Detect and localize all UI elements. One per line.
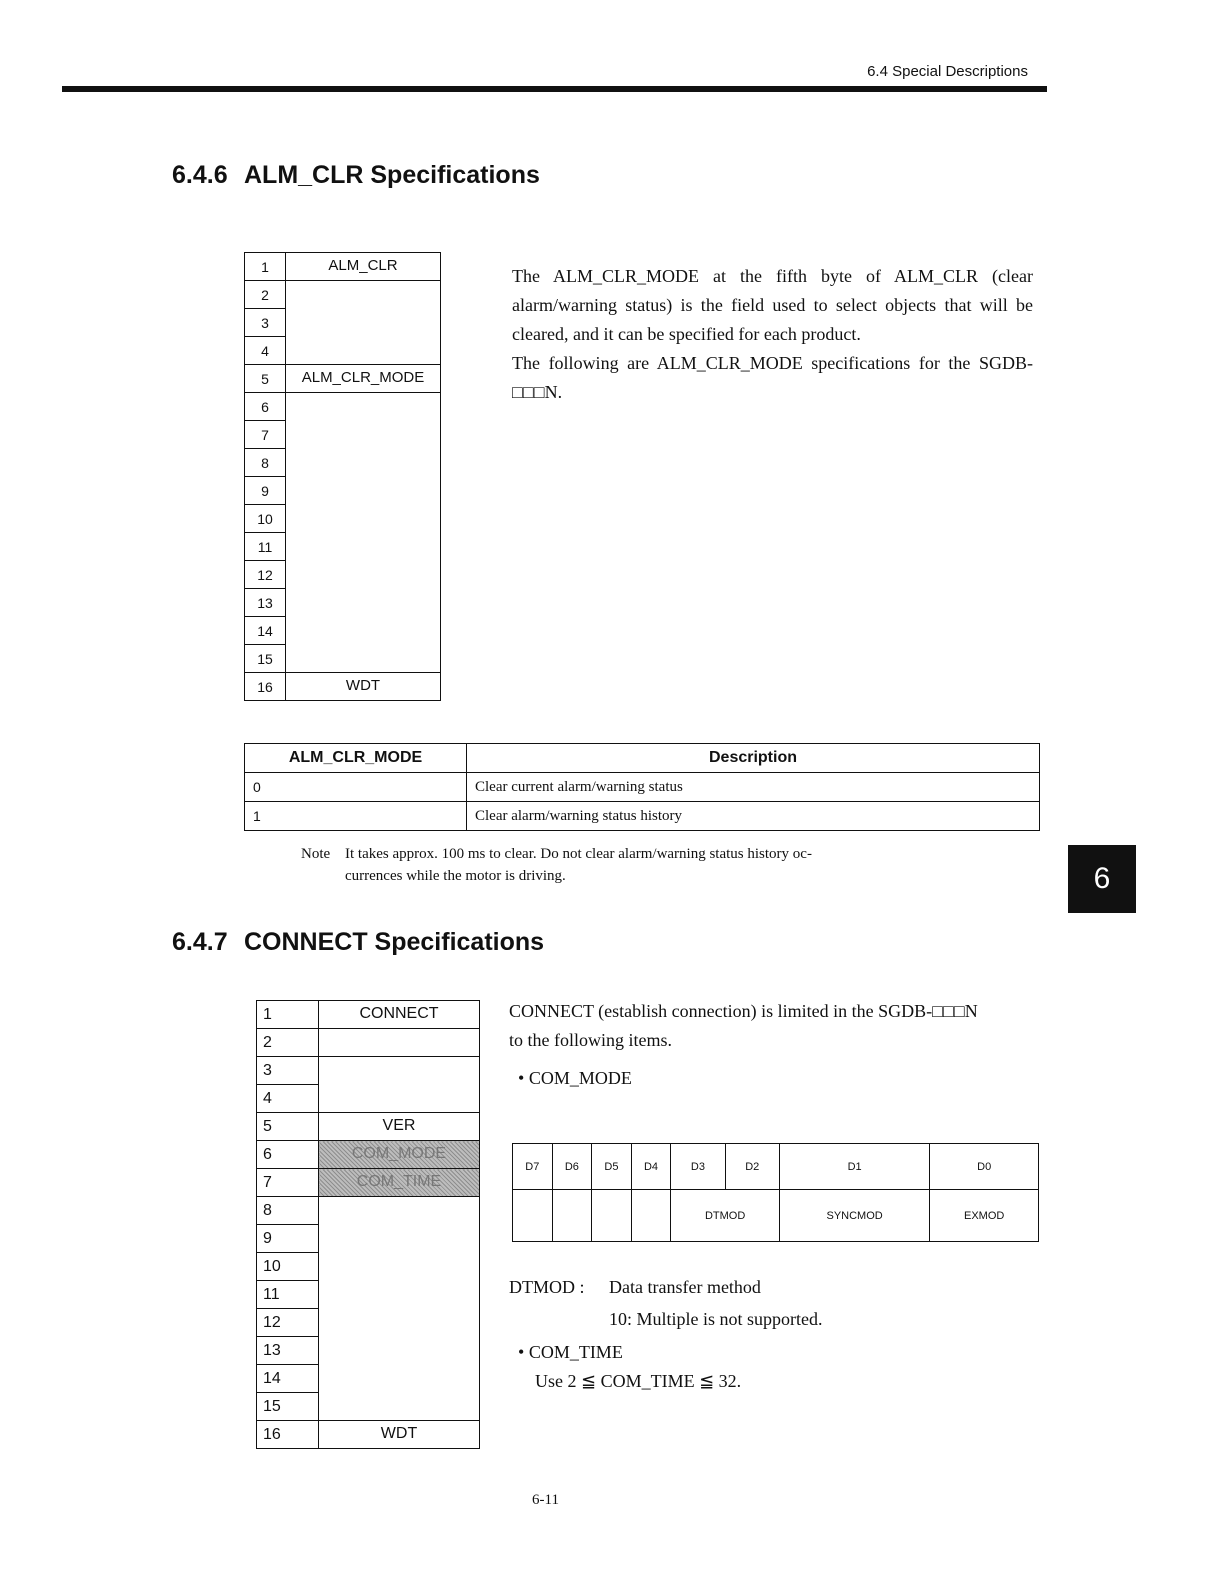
byte-number: 5 — [245, 365, 286, 393]
byte-number: 10 — [245, 505, 286, 533]
dtmod-value: 10: Multiple is not supported. — [609, 1309, 823, 1329]
byte-number: 11 — [245, 533, 286, 561]
field-reserved — [319, 1197, 480, 1421]
byte-number: 3 — [245, 309, 286, 337]
byte-number: 1 — [257, 1001, 319, 1029]
header-rule — [62, 86, 1047, 92]
alm-clr-note — [301, 843, 812, 887]
section-title: ALM_CLR Specifications — [244, 161, 540, 189]
bit-label: D2 — [725, 1144, 779, 1190]
section-heading-alm-clr — [172, 161, 540, 190]
table-row — [245, 802, 1040, 831]
bit-field-exmod: EXMOD — [930, 1190, 1039, 1242]
connect-intro-line: to the following items. — [509, 1030, 672, 1050]
section-title: CONNECT Specifications — [244, 928, 545, 956]
bullet-com-time — [518, 1338, 741, 1396]
page-number: 6-11 — [532, 1492, 559, 1508]
alm-clr-frame — [244, 252, 441, 701]
section-number: 6.4.6 — [172, 161, 228, 189]
byte-number: 15 — [257, 1393, 319, 1421]
note-label: Note — [301, 846, 331, 862]
bit-label: D0 — [930, 1144, 1039, 1190]
field-alm-clr: ALM_CLR — [286, 253, 441, 281]
byte-number: 2 — [257, 1029, 319, 1057]
field-reserved — [319, 1057, 480, 1113]
field-wdt: WDT — [286, 673, 441, 701]
byte-number: 8 — [257, 1197, 319, 1225]
connect-intro — [509, 997, 1039, 1055]
alm-clr-description — [512, 262, 1033, 407]
mode-value: 1 — [245, 802, 467, 831]
byte-number: 12 — [245, 561, 286, 589]
field-reserved — [286, 281, 441, 365]
bit-label: D5 — [592, 1144, 632, 1190]
byte-number: 13 — [245, 589, 286, 617]
bit-label: D4 — [631, 1144, 671, 1190]
byte-number: 16 — [257, 1421, 319, 1449]
byte-number: 12 — [257, 1309, 319, 1337]
bullet-dot: • — [518, 1342, 525, 1362]
byte-number: 8 — [245, 449, 286, 477]
dtmod-desc: Data transfer method — [609, 1277, 761, 1297]
table-header-mode: ALM_CLR_MODE — [245, 744, 467, 773]
byte-number: 7 — [245, 421, 286, 449]
byte-number: 14 — [257, 1365, 319, 1393]
alm-clr-mode-table — [244, 743, 1040, 831]
byte-number: 13 — [257, 1337, 319, 1365]
note-text — [345, 843, 812, 887]
note-line: It takes approx. 100 ms to clear. Do not clear alarm/warning status history oc- — [345, 846, 812, 862]
com-time-range: Use 2 ≦ COM_TIME ≦ 32. — [535, 1371, 742, 1391]
bit-field-empty — [631, 1190, 671, 1242]
byte-number: 11 — [257, 1281, 319, 1309]
byte-number: 3 — [257, 1057, 319, 1085]
field-reserved — [319, 1029, 480, 1057]
byte-number: 6 — [257, 1141, 319, 1169]
byte-number: 6 — [245, 393, 286, 421]
bullet-text: COM_TIME — [528, 1342, 623, 1362]
alm-clr-paragraph-2: The following are ALM_CLR_MODE specifications for the SGDB-□□□N. — [512, 353, 1033, 402]
note-line: currences while the motor is driving. — [345, 868, 566, 884]
bullet-text: COM_MODE — [528, 1068, 632, 1088]
bit-label: D3 — [671, 1144, 725, 1190]
chapter-tab: 6 — [1068, 845, 1136, 913]
bullet-dot: • — [518, 1068, 525, 1088]
connect-frame — [256, 1000, 480, 1449]
byte-number: 15 — [245, 645, 286, 673]
field-connect: CONNECT — [319, 1001, 480, 1029]
byte-number: 10 — [257, 1253, 319, 1281]
byte-number: 16 — [245, 673, 286, 701]
byte-number: 2 — [245, 281, 286, 309]
bit-field-empty — [592, 1190, 632, 1242]
mode-value: 0 — [245, 773, 467, 802]
field-com-mode: COM_MODE — [319, 1141, 480, 1169]
bullet-com-mode — [518, 1068, 632, 1089]
byte-number: 5 — [257, 1113, 319, 1141]
bit-label: D1 — [779, 1144, 929, 1190]
field-ver: VER — [319, 1113, 480, 1141]
field-com-time: COM_TIME — [319, 1169, 480, 1197]
byte-number: 9 — [257, 1225, 319, 1253]
bit-field-dtmod: DTMOD — [671, 1190, 780, 1242]
table-header-description: Description — [467, 744, 1040, 773]
bit-label: D6 — [552, 1144, 592, 1190]
byte-number: 4 — [245, 337, 286, 365]
field-alm-clr-mode: ALM_CLR_MODE — [286, 365, 441, 393]
mode-description: Clear alarm/warning status history — [467, 802, 1040, 831]
byte-number: 4 — [257, 1085, 319, 1113]
byte-number: 14 — [245, 617, 286, 645]
field-wdt: WDT — [319, 1421, 480, 1449]
section-heading-connect — [172, 928, 544, 957]
mode-description: Clear current alarm/warning status — [467, 773, 1040, 802]
connect-intro-line: CONNECT (establish connection) is limited in the SGDB-□□□N — [509, 1001, 978, 1021]
byte-number: 7 — [257, 1169, 319, 1197]
dtmod-label: DTMOD : — [509, 1277, 585, 1297]
running-header: 6.4 Special Descriptions — [867, 63, 1028, 80]
dtmod-description — [509, 1271, 823, 1335]
field-reserved — [286, 393, 441, 673]
com-mode-bit-table — [512, 1143, 1039, 1242]
byte-number: 1 — [245, 253, 286, 281]
bit-label: D7 — [513, 1144, 553, 1190]
bit-field-empty — [552, 1190, 592, 1242]
alm-clr-paragraph-1: The ALM_CLR_MODE at the fifth byte of ALM_CLR (clear alarm/warning status) is the field used to select objects that will be cleared, and it can be specified for each product. — [512, 266, 1033, 344]
table-row — [245, 773, 1040, 802]
section-number: 6.4.7 — [172, 928, 228, 956]
bit-field-empty — [513, 1190, 553, 1242]
bit-field-syncmod: SYNCMOD — [779, 1190, 929, 1242]
byte-number: 9 — [245, 477, 286, 505]
